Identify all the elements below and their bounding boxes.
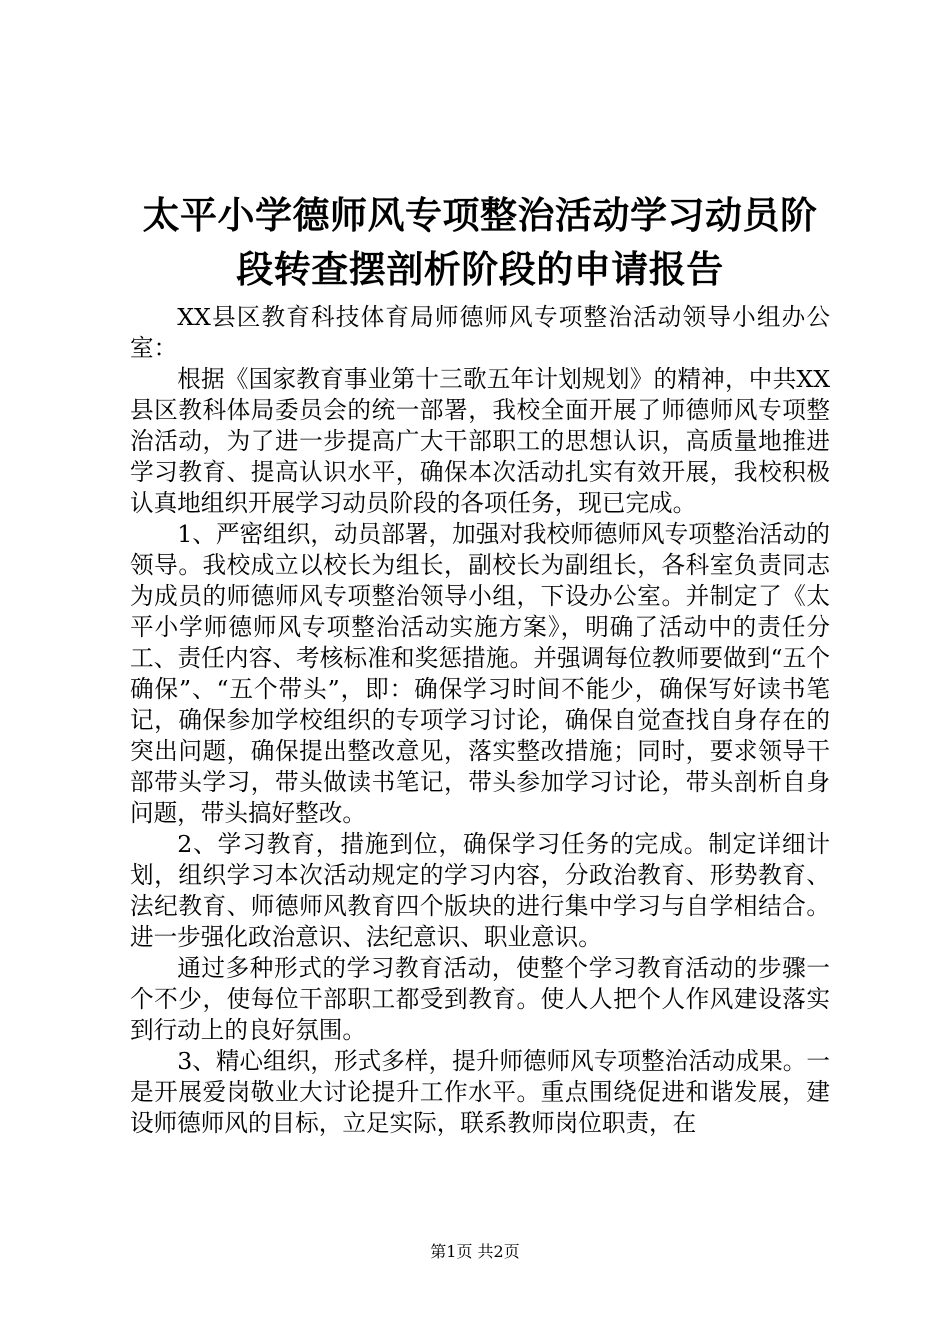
paragraph: 1、严密组织，动员部署，加强对我校师德师风专项整治活动的领导。我校成立以校长为组长，副校长为副组长，各科室负责同志为成员的师德师风专项整治领导小组，下设办公室。并制定了《太平小学师德师风专项整治活动实施方案》，明确了活动中的责任分工、责任内容、考核标准和奖惩措施。并强调每位教师要做到“五个确保”、“五个带头”，即：确保学习时间不能少，确保写好读书笔记，确保参加学校组织的专项学习讨论，确保自觉查找自身存在的突出问题，确保提出整改意见，落实整改措施；同时，要求领导干部带头学习，带头做读书笔记，带头参加学习讨论，带头剖析自身问题，带头搞好整改。 xyxy=(130,520,830,827)
document-page xyxy=(130,188,830,1139)
document-body xyxy=(130,302,830,1139)
salutation: XX县区教育科技体育局师德师风专项整治活动领导小组办公室： xyxy=(130,303,830,362)
paragraph: 通过多种形式的学习教育活动，使整个学习教育活动的步骤一个不少，使每位干部职工都受到教育。使人人把个人作风建设落实到行动上的良好氛围。 xyxy=(130,954,830,1044)
page-number-footer: 第1页 共2页 xyxy=(430,1242,520,1261)
paragraph: 2、学习教育，措施到位，确保学习任务的完成。制定详细计划，组织学习本次活动规定的学习内容，分政治教育、形势教育、法纪教育、师德师风教育四个版块的进行集中学习与自学相结合。进一步强化政治意识、法纪意识、职业意识。 xyxy=(130,830,830,951)
document-title: 太平小学德师风专项整治活动学习动员阶段转查摆剖析阶段的申请报告 xyxy=(142,193,818,291)
paragraph: 3、精心组织，形式多样，提升师德师风专项整治活动成果。一是开展爱岗敬业大讨论提升工作水平。重点围绕促进和谐发展，建设师德师风的目标，立足实际，联系教师岗位职责，在 xyxy=(130,1047,830,1137)
paragraph: 根据《国家教育事业第十三歌五年计划规划》的精神，中共XX县区教科体局委员会的统一部署，我校全面开展了师德师风专项整治活动，为了进一步提高广大干部职工的思想认识，高质量地推进学习教育、提高认识水平，确保本次活动扎实有效开展，我校积极认真地组织开展学习动员阶段的各项任务，现已完成。 xyxy=(130,365,830,517)
